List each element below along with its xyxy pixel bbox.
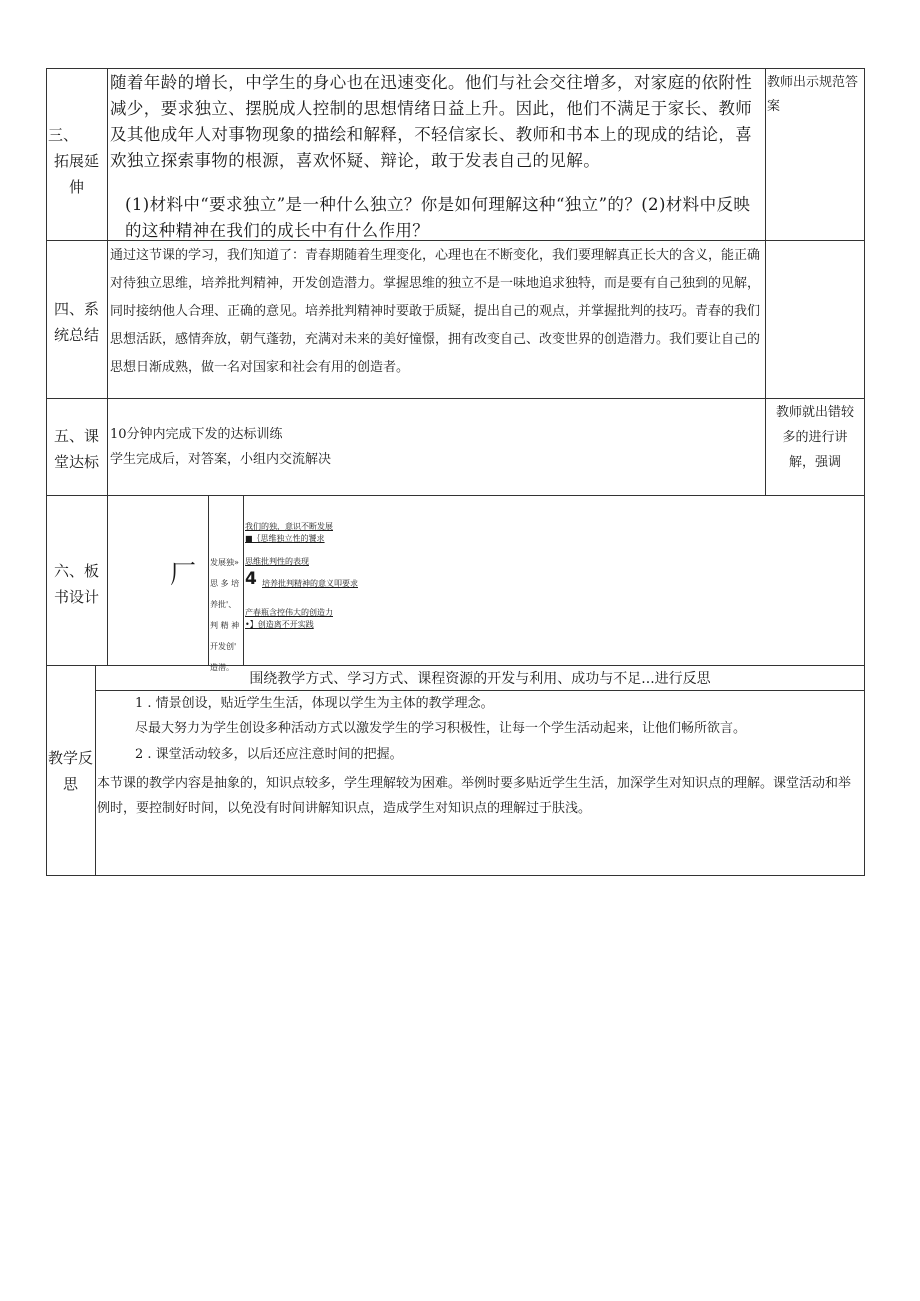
- board-col-line4: 判 精 神: [210, 621, 240, 630]
- reflection-item-1-detail: 尽最大努力为学生创设多种活动方式以激发学生的学习积极性，让每一个学生活动起来，让他们畅所欲言。: [135, 721, 747, 736]
- table-top-border: [46, 68, 865, 69]
- section4-label-line2: 统总结: [53, 326, 99, 344]
- section3-label-line3: 伸: [68, 178, 84, 196]
- reflection-label: [46, 745, 95, 797]
- board-divider-right: [243, 495, 244, 666]
- board-point-5: 产春瓶含控伟大的创造力: [245, 608, 333, 617]
- row-divider-4-5: [46, 398, 865, 399]
- section4-summary-text: 通过这节课的学习，我们知道了：青春期随着生理变化，心理也在不断变化，我们要理解真正长大的含义，能正确对待独立思维，培养批判精神，开发创造潜力。掌握思维的独立不是一味地追求独特，而是要有自己独到的见解，同时接纳他人合理、正确的意见。培养批判精神时要敢于质疑，提出自己的观点，并掌握批判的技巧。青春的我们思想活跃，感情奔放，朝气蓬勃，充满对未来的美好憧憬，拥有改变自己、改变世界的创造潜力。我们要让自己的思想日渐成熟，做一名对国家和社会有用的创造者。: [110, 248, 761, 375]
- section6-label-line1: 六、板: [53, 562, 99, 580]
- label-column-divider: [107, 68, 108, 666]
- board-divider-left: [208, 495, 209, 666]
- board-col-line1: 发展独»: [210, 558, 239, 567]
- section3-label: [46, 122, 107, 200]
- section5-label: [46, 423, 107, 475]
- board-col-line3: 养批'、: [210, 600, 237, 609]
- board-bracket-mark: 厂: [170, 560, 197, 590]
- section3-label-line1: 三、: [48, 126, 79, 144]
- note-column-divider: [765, 68, 766, 496]
- board-middle-column: [210, 552, 243, 678]
- section5-teacher-note: [767, 400, 863, 475]
- table-bottom-border: [46, 875, 865, 876]
- reflection-label-divider: [95, 665, 96, 876]
- reflection-header: 围绕教学方式、学习方式、课程资源的开发与利用、成功与不足...进行反思: [249, 671, 711, 687]
- section3-question: (1)材料中“要求独立”是一种什么独立？你是如何理解这种“独立”的？(2)材料中反映的这种精神在我们的成长中有什么作用？: [125, 195, 751, 240]
- section6-label: [46, 558, 107, 610]
- section5-note-line1: 教师就出错较: [775, 405, 854, 420]
- section6-label-line2: 书设计: [53, 588, 99, 606]
- row-divider-5-6: [46, 495, 865, 496]
- section5-note-line3: 解，强调: [788, 455, 841, 470]
- reflection-item-2: 2 . 课堂活动较多，以后还应注意时间的把握。: [135, 747, 403, 762]
- board-point-6: •】创造离不开实践: [245, 620, 314, 629]
- board-point-1: 我们的独，意识不断发展: [245, 522, 333, 531]
- section5-note-line2: 多的进行讲: [782, 430, 848, 445]
- board-col-line5: 开发创': [210, 642, 237, 651]
- board-point-2: ■｛思维独立性的饕求: [245, 534, 325, 543]
- board-point-4: 培养批判精神的意义叩要求: [262, 579, 358, 588]
- board-col-line6: 造潜。: [210, 663, 234, 672]
- table-right-border: [864, 68, 865, 876]
- section5-task-line2: 学生完成后，对答案，小组内交流解决: [110, 452, 332, 467]
- board-col-line2: 思 多 培: [210, 579, 240, 588]
- board-point-3: 思维批判性的表现: [245, 557, 309, 566]
- section5-label-line2: 堂达标: [53, 453, 99, 471]
- section4-label-line1: 四、系: [53, 300, 99, 318]
- section3-teacher-note: 教师出示规范答案: [767, 75, 859, 114]
- reflection-label-line1: 教学反: [47, 749, 93, 767]
- board-point-4-number: 4: [245, 569, 257, 589]
- reflection-label-line2: 思: [62, 775, 78, 793]
- section3-material-text: 随着年龄的增长，中学生的身心也在迅速变化。他们与社会交往增多，对家庭的依附性减少，要求独立、摆脱成人控制的思想情绪日益上升。因此，他们不满足于家长、教师及其他成年人对事物现象的描绘和解释，不轻信家长、教师和书本上的现成的结论，喜欢独立探索事物的根源，喜欢怀疑、辩论，敢于发表自己的见解。: [110, 73, 753, 170]
- reflection-item-2-detail: 本节课的教学内容是抽象的，知识点较多，学生理解较为困难。举例时要多贴近学生生活，加深学生对知识点的理解。课堂活动和举例时，要控制好时间，以免没有时间讲解知识点，造成学生对知识点的理解过于肤浅。: [97, 776, 852, 816]
- row-divider-6-7: [46, 665, 865, 666]
- section3-label-line2: 拓展延: [53, 152, 99, 170]
- reflection-item-1: 1 . 情景创设，贴近学生生活，体现以学生为主体的教学理念。: [135, 696, 494, 711]
- section5-task-line1: 10分钟内完成下发的达标训练: [110, 427, 283, 442]
- section4-label: [46, 296, 107, 348]
- section5-label-line1: 五、课: [53, 427, 99, 445]
